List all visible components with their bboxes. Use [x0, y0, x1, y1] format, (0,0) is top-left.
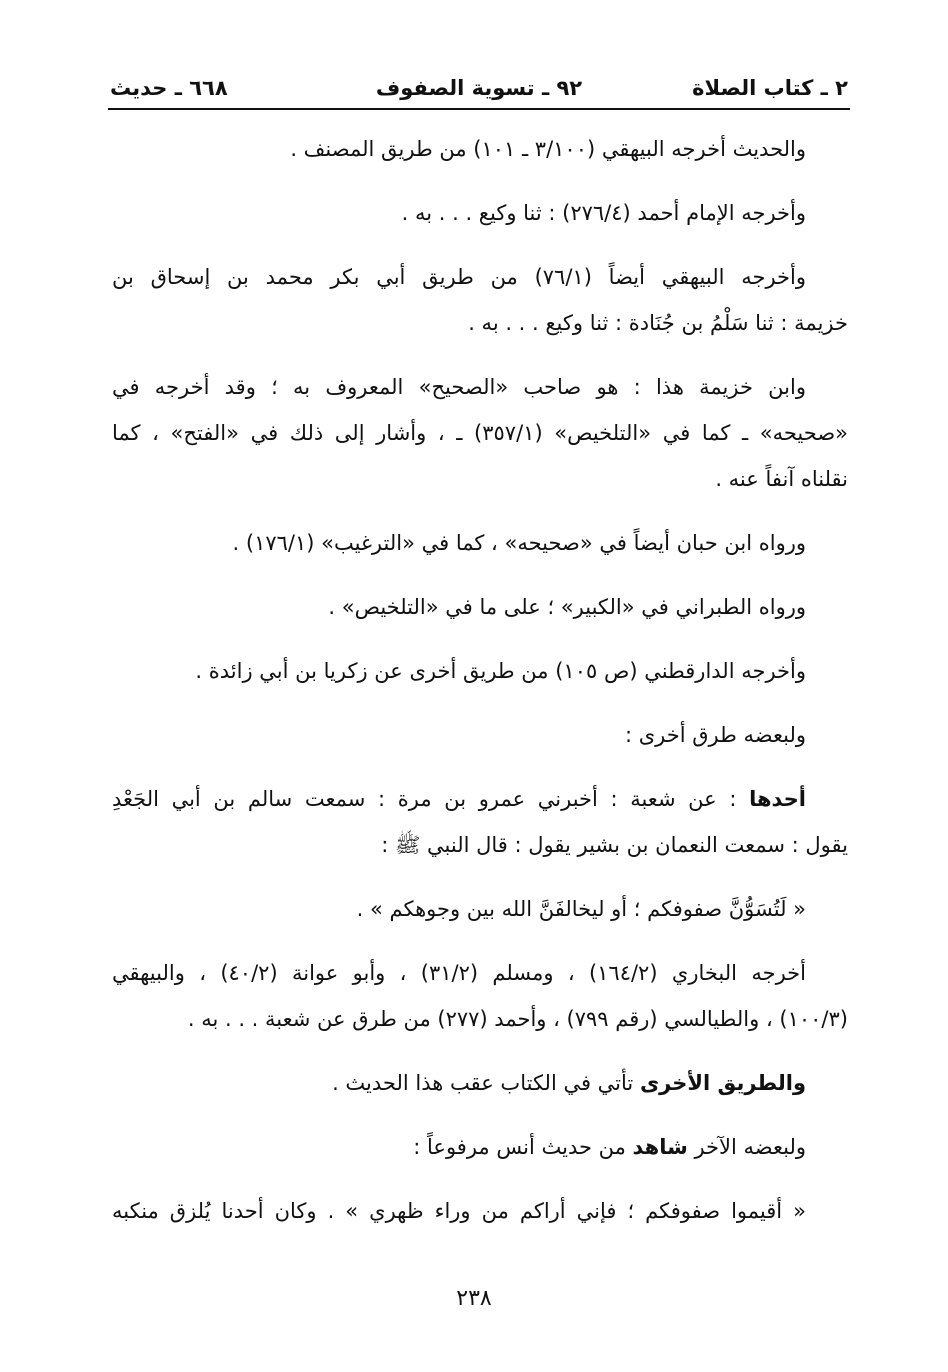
header-chapter-title: ٩٢ ـ تسوية الصفوف — [375, 76, 583, 100]
text-line: ولبعضه طرق أخرى : — [624, 723, 806, 747]
text-line: وأخرجه الإمام أحمد (٢٧٦/٤) : ثنا وكيع . . . به . — [401, 201, 806, 225]
quoted-hadith: « لَتُسَوُّنَّ صفوفكم ؛ أو ليخالفَنَّ الله بين وجوهكم » . — [356, 897, 806, 921]
text-line: أخرجه البخاري (١٦٤/٢) ، ومسلم (٣١/٢) ، وأبو عوانة (٤٠/٢) ، والبيهقي — [112, 961, 806, 985]
text-line — [112, 784, 806, 814]
text-line: ورواه ابن حبان أيضاً في «صحيحه» ، كما في «الترغيب» (١٧٦/١) . — [232, 531, 806, 555]
text-line: والحديث أخرجه البيهقي (٣/١٠٠ ـ ١٠١) من طريق المصنف . — [290, 137, 806, 161]
text-segment: : عن شعبة : أخبرني عمرو بن مرة : سمعت سالم بن أبي الجَعْدِ — [112, 787, 750, 811]
bold-term: والطريق الأخرى — [639, 1071, 806, 1095]
running-header — [110, 70, 848, 110]
header-hadith-number: ٦٦٨ ـ حديث — [110, 76, 228, 100]
text-line: وابن خزيمة هذا : هو صاحب «الصحيح» المعروف به ؛ وقد أخرجه في — [112, 375, 806, 399]
text-line: ورواه الطبراني في «الكبير» ؛ على ما في «التلخيص» . — [328, 595, 806, 619]
text-line: «صحيحه» ـ كما في «التلخيص» (٣٥٧/١) ـ ، وأشار إلى ذلك في «الفتح» ، كما — [112, 421, 848, 445]
text-line: خزيمة : ثنا سَلْمُ بن جُنَادة : ثنا وكيع . . . به . — [468, 311, 848, 335]
bold-term: شاهد — [632, 1135, 688, 1159]
text-segment: ولبعضه الآخر — [687, 1135, 806, 1159]
text-segment: تأتي في الكتاب عقب هذا الحديث . — [332, 1071, 640, 1095]
text-segment: من حديث أنس مرفوعاً : — [413, 1135, 633, 1159]
text-line: وأخرجه البيهقي أيضاً (٧٦/١) من طريق أبي بكر محمد بن إسحاق بن — [112, 265, 806, 289]
text-line — [413, 1132, 806, 1162]
quoted-hadith: « أقيموا صفوفكم ؛ فإني أراكم من وراء ظهري » . وكان أحدنا يُلزق منكبه — [112, 1199, 806, 1223]
bold-term: أحدها — [749, 787, 806, 811]
header-book-title: ٢ ـ كتاب الصلاة — [692, 76, 848, 100]
text-line: يقول : سمعت النعمان بن بشير يقول : قال النبي ﷺ : — [381, 833, 848, 857]
text-line: نقلناه آنفاً عنه . — [715, 467, 848, 491]
header-rule — [108, 108, 850, 110]
page-number: ٢٣٨ — [456, 1286, 492, 1311]
text-line — [332, 1068, 806, 1098]
text-line: وأخرجه الدارقطني (ص ١٠٥) من طريق أخرى عن زكريا بن أبي زائدة . — [195, 659, 806, 683]
text-line: (١٠٠/٣) ، والطيالسي (رقم ٧٩٩) ، وأحمد (٢٧٧) من طرق عن شعبة . . . به . — [187, 1007, 848, 1031]
